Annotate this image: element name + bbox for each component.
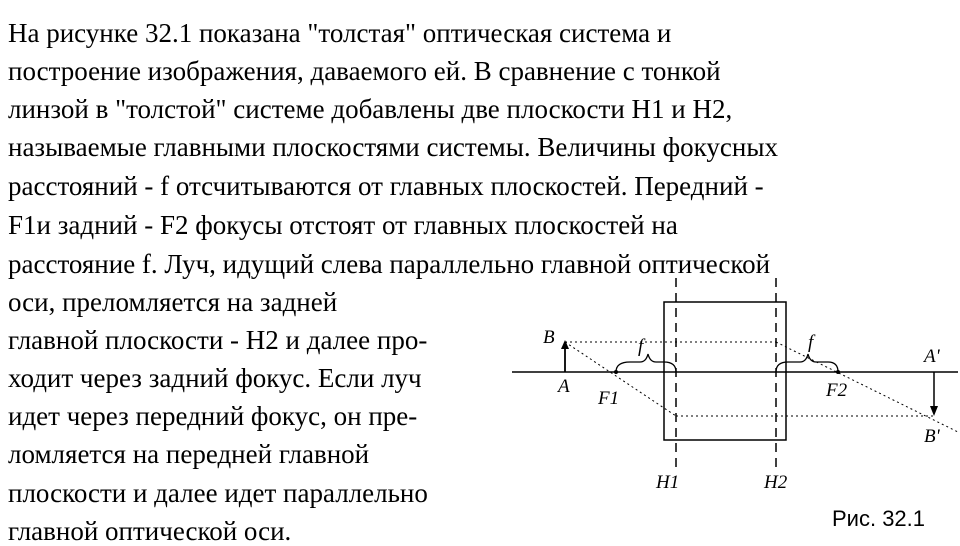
text-line-2: построение изображения, даваемого ей. В сравнение с тонкой [8,56,721,86]
lens-body [664,302,786,440]
text-line-7: расстояние f. Луч, идущий слева параллельно главной оптической [8,249,771,279]
focus-f1-point [614,370,618,374]
image-arrowhead [930,406,938,416]
text-line-1: На рисунке 32.1 показана "толстая" оптическая система и [8,18,672,48]
label-b: B [543,327,555,348]
thick-lens-diagram [510,270,960,540]
ray-through-f1 [565,342,676,416]
object-arrowhead [561,340,569,349]
label-f2: F2 [826,380,848,401]
label-a-prime: A' [924,346,940,367]
label-a: A [558,376,570,397]
text-line-11: идет через передний фокус, он пре- [8,401,418,431]
text-line-5: расстояний - f отсчитываются от главных плоскостей. Передний - [8,171,764,201]
label-h1: H1 [656,472,680,493]
text-line-3: линзой в "толстой" системе добавлены две плоскости Н1 и Н2, [8,94,733,124]
text-line-14: главной оптической оси. [8,516,292,546]
text-line-13: плоскости и далее идет параллельно [8,478,428,508]
label-h2: H2 [764,472,788,493]
text-line-8: оси, преломляется на задней [8,287,338,317]
focal-bracket-left [616,354,676,372]
label-f-left: f [638,336,644,357]
figure-caption: Рис. 32.1 [832,506,926,531]
text-line-4: называемые главными плоскостями системы. Величины фокусных [8,132,778,162]
focus-f2-point [836,370,840,374]
text-line-6: F1и задний - F2 фокусы отстоят от главных плоскостей на [8,210,678,240]
text-line-10: ходит через задний фокус. Если луч [8,363,422,393]
text-line-12: ломляется на передней главной [8,439,370,469]
label-b-prime: B' [924,426,940,447]
text-line-9: главной плоскости - Н2 и далее про- [8,325,428,355]
label-f-right: f [808,332,814,353]
label-f1: F1 [598,388,620,409]
